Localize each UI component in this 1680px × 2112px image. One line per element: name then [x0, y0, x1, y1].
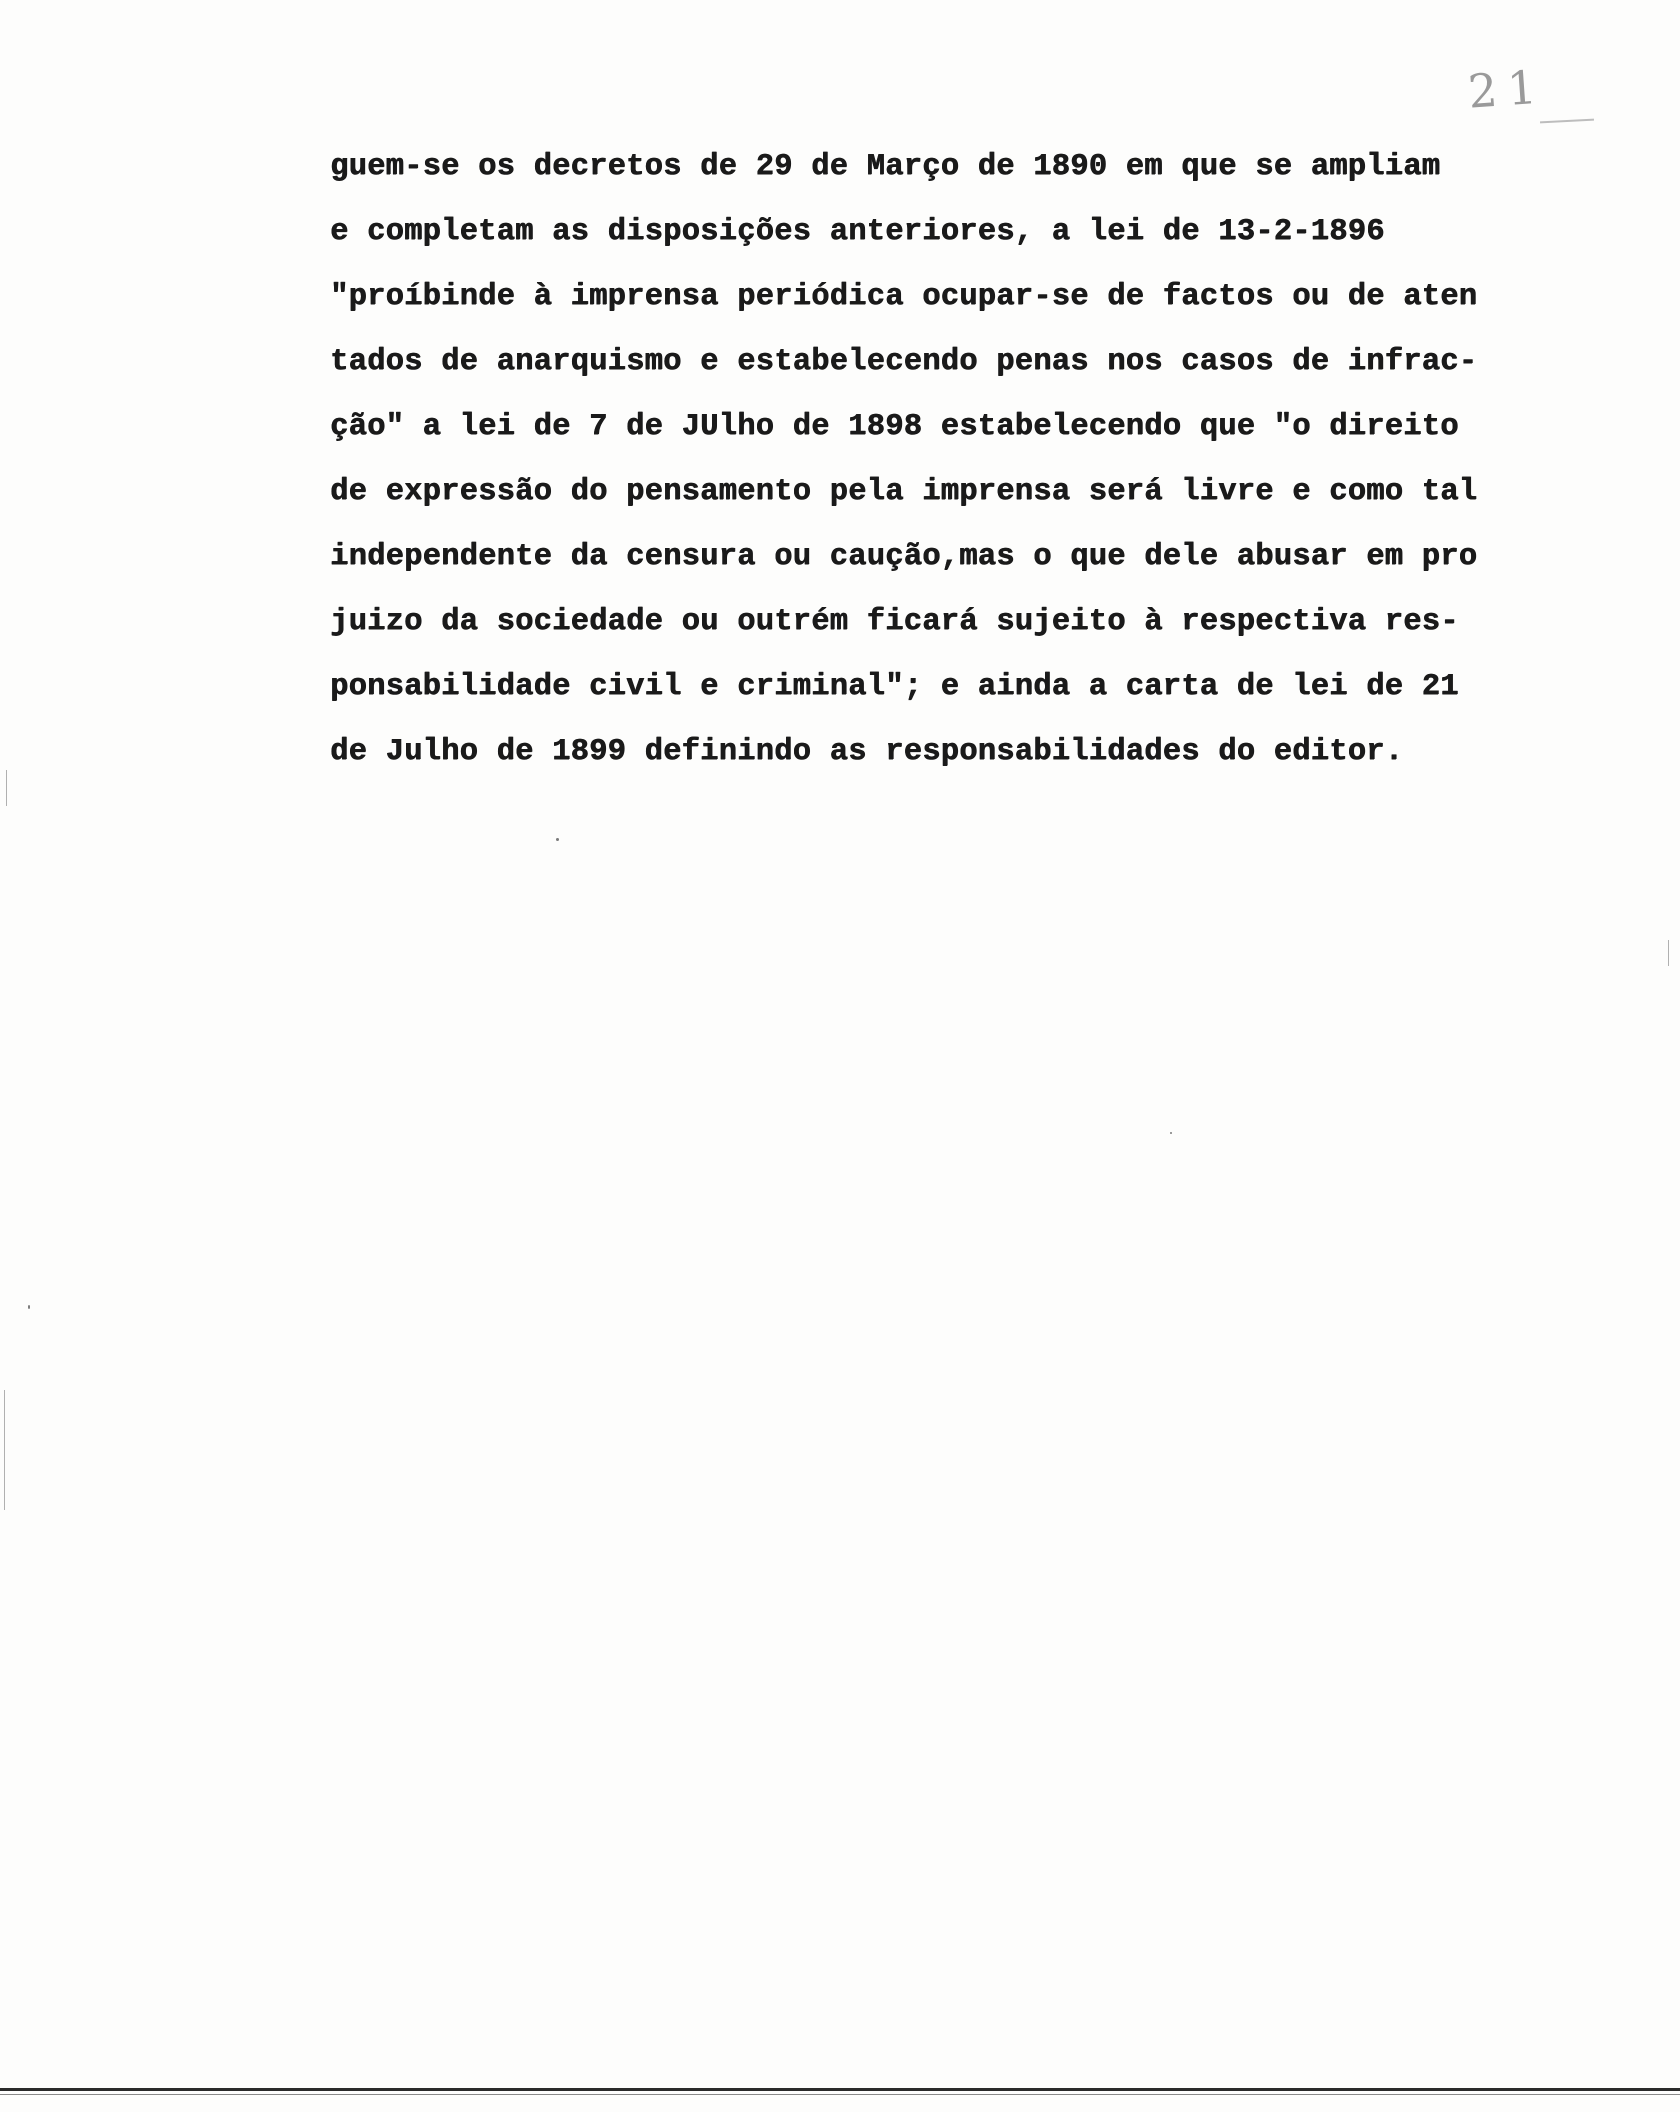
text-line: independente da censura ou caução,mas o que dele abusar em pro [330, 540, 1478, 574]
scan-edge-mark [1668, 940, 1669, 966]
scan-speck [556, 838, 559, 841]
page-number-underline [1540, 119, 1594, 124]
page-number: 21 [1466, 59, 1549, 119]
text-line: de expressão do pensamento pela imprensa será livre e como tal [330, 475, 1478, 509]
scan-edge-mark [6, 770, 7, 806]
text-line: e completam as disposições anteriores, a lei de 13-2-1896 [330, 215, 1385, 249]
bottom-scan-edge [0, 2088, 1680, 2091]
text-line: tados de anarquismo e estabelecendo penas nos casos de infrac- [330, 345, 1478, 379]
bottom-scan-edge-shadow [0, 2094, 1680, 2095]
scan-edge-mark [4, 1390, 5, 1510]
text-line: ponsabilidade civil e criminal"; e ainda a carta de lei de 21 [330, 670, 1459, 704]
scan-speck [28, 1305, 30, 1309]
typed-text-body [330, 147, 1600, 797]
text-line: juizo da sociedade ou outrém ficará sujeito à respectiva res- [330, 605, 1459, 639]
text-line: guem-se os decretos de 29 de Março de 1890 em que se ampliam [330, 150, 1441, 184]
text-line: "proíbinde à imprensa periódica ocupar-se de factos ou de aten [330, 280, 1478, 314]
text-line: ção" a lei de 7 de JUlho de 1898 estabelecendo que "o direito [330, 410, 1459, 444]
scan-speck [1170, 1132, 1172, 1134]
text-line: de Julho de 1899 definindo as responsabilidades do editor. [330, 735, 1404, 769]
